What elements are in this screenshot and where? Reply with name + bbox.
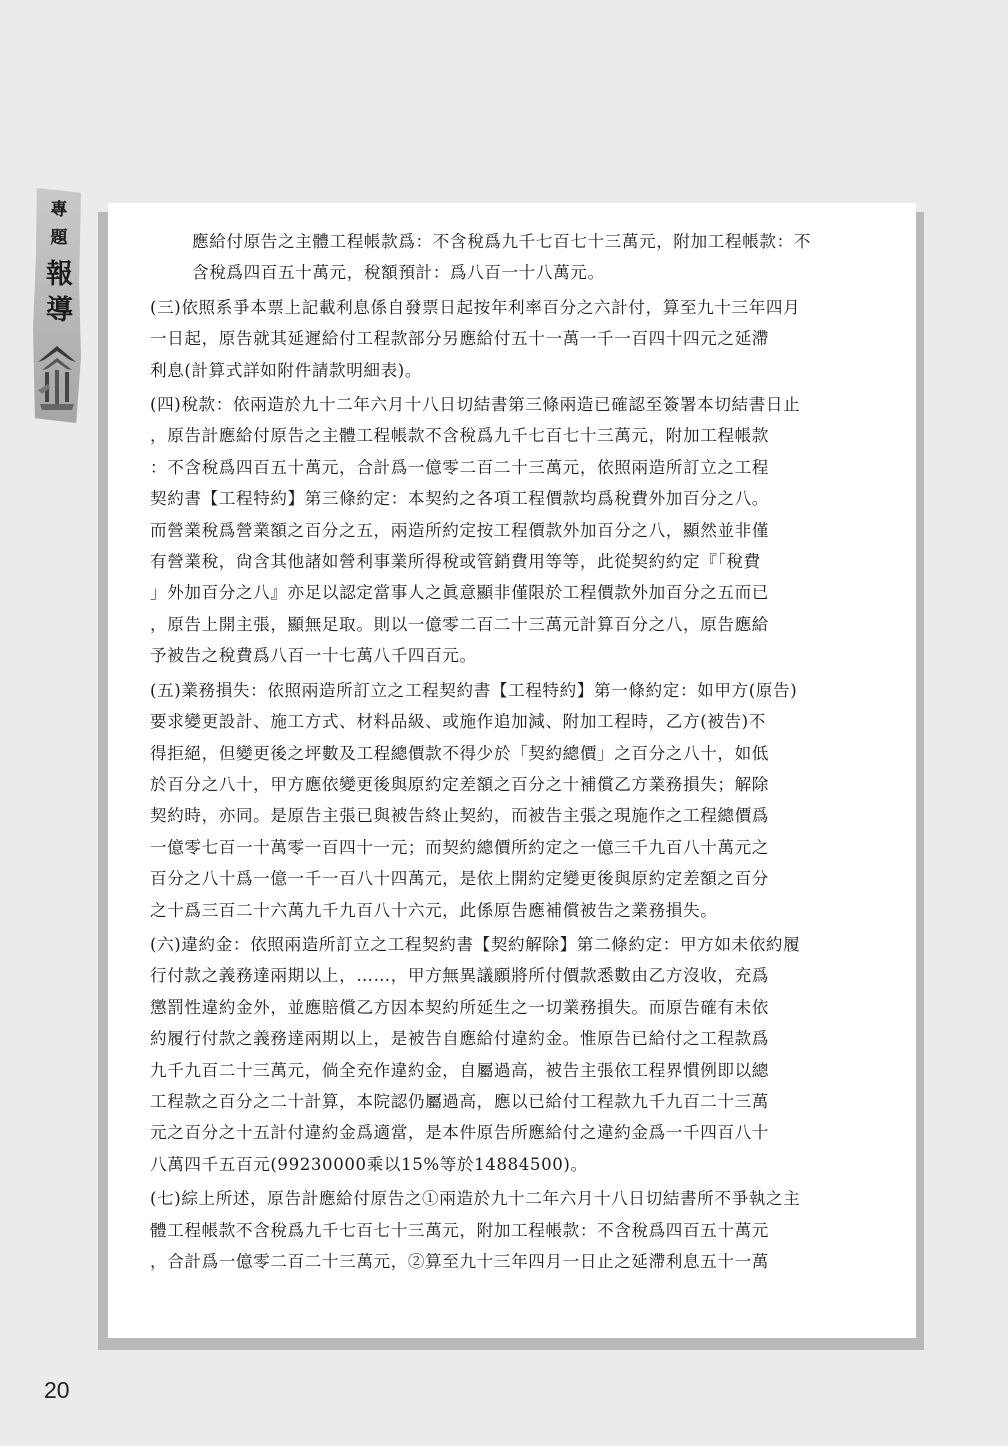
paragraph-item-5 [150,675,875,926]
text-line: 契約時，亦同。是原告主張已與被告終止契約，而被告主張之現施作之工程總價爲 [150,806,769,826]
text-line: 行付款之義務達兩期以上，……，甲方無異議願將所付價款悉數由乙方沒收，充爲 [150,966,769,986]
text-line: 八萬四千五百元(99230000乘以15%等於14884500)。 [150,1154,588,1174]
text-line: (七)綜上所述，原告計應給付原告之①兩造於九十二年六月十八日切結書所不爭執之主 [150,1189,801,1209]
temple-roof-illustration [36,340,78,420]
text-line: 含稅爲四百五十萬元，稅額預計：爲八百一十八萬元。 [192,263,605,283]
paragraph-item-3 [150,292,875,386]
text-line: 約履行付款之義務達兩期以上，是被告自應給付違約金。惟原告已給付之工程款爲 [150,1029,769,1049]
text-line: (五)業務損失：依照兩造所訂立之工程契約書【工程特約】第一條約定：如甲方(原告) [150,680,798,700]
paragraph-item-6 [150,929,875,1180]
text-line: 九千九百二十三萬元，倘全充作違約金，自屬過高，被告主張依工程界慣例即以總 [150,1060,769,1080]
text-line: 元之百分之十五計付違約金爲適當，是本件原告所應給付之違約金爲一千四百八十 [150,1123,769,1143]
paragraph-continuation [150,226,875,289]
page-number: 20 [44,1377,70,1403]
side-tab-char-2: 題 [50,228,68,248]
text-line: 有營業稅，尙含其他諸如營利事業所得稅或管銷費用等等，此從契約約定『「稅費 [150,552,761,572]
text-line: 懲罰性違約金外，並應賠償乙方因本契約所延生之一切業務損失。而原告確有未依 [150,997,769,1017]
text-line: 百分之八十爲一億一千一百八十四萬元，是依上開約定變更後與原約定差額之百分 [150,869,769,889]
text-line: 體工程帳款不含稅爲九千七百七十三萬元，附加工程帳款：不含稅爲四百五十萬元 [150,1220,769,1240]
text-line: 一日起，原告就其延遲給付工程款部分另應給付五十一萬一千一百四十四元之延滯 [150,329,769,349]
text-line: (四)稅款：依兩造於九十二年六月十八日切結書第三條兩造已確認至簽署本切結書日止 [150,395,801,415]
paragraph-item-4 [150,389,875,672]
text-line: 利息(計算式詳如附件請款明細表)。 [150,360,423,380]
text-line: 於百分之八十，甲方應依變更後與原約定差額之百分之十補償乙方業務損失；解除 [150,774,769,794]
side-tab-char-1: 專 [50,200,68,220]
text-line: 要求變更設計、施工方式、材料品級、或施作追加減、附加工程時，乙方(被告)不 [150,712,766,732]
text-line: 得拒絕，但變更後之坪數及工程總價款不得少於「契約總價」之百分之八十，如低 [150,743,769,763]
text-line: 而營業稅爲營業額之百分之五，兩造所約定按工程價款外加百分之八，顯然並非僅 [150,520,769,540]
text-line: ，原告上開主張，顯無足取。則以一億零二百二十三萬元計算百分之八，原告應給 [150,614,769,634]
side-tab-char-3: 報 [46,259,73,290]
text-line: 」外加百分之八』亦足以認定當事人之眞意顯非僅限於工程價款外加百分之五而已 [150,583,769,603]
text-line: (六)違約金：依照兩造所訂立之工程契約書【契約解除】第二條約定：甲方如未依約履 [150,934,801,954]
text-line: ，原告計應給付原告之主體工程帳款不含稅爲九千七百七十三萬元，附加工程帳款 [150,426,769,446]
paragraph-item-7 [150,1183,875,1277]
text-line: 一億零七百一十萬零一百四十一元；而契約總價所約定之一億三千九百八十萬元之 [150,837,769,857]
text-line: ，合計爲一億零二百二十三萬元，②算至九十三年四月一日止之延滯利息五十一萬 [150,1252,769,1271]
text-line: 契約書【工程特約】第三條約定：本契約之各項工程價款均爲稅費外加百分之八。 [150,489,769,509]
text-line: 予被告之稅費爲八百一十七萬八千四百元。 [150,646,477,666]
text-line: (三)依照系爭本票上記載利息係自發票日起按年利率百分之六計付，算至九十三年四月 [150,297,801,317]
text-line: ：不含稅爲四百五十萬元，合計爲一億零二百二十三萬元，依照兩造所訂立之工程 [150,457,769,477]
side-tab-char-4: 導 [46,295,73,326]
document-body [150,226,875,1280]
text-line: 之十爲三百二十六萬九千九百八十六元，此係原告應補償被告之業務損失。 [150,900,718,920]
text-line: 工程款之百分之二十計算，本院認仍屬過高，應以已給付工程款九千九百二十三萬 [150,1091,769,1111]
text-line: 應給付原告之主體工程帳款爲：不含稅爲九千七百七十三萬元，附加工程帳款：不 [192,232,811,251]
